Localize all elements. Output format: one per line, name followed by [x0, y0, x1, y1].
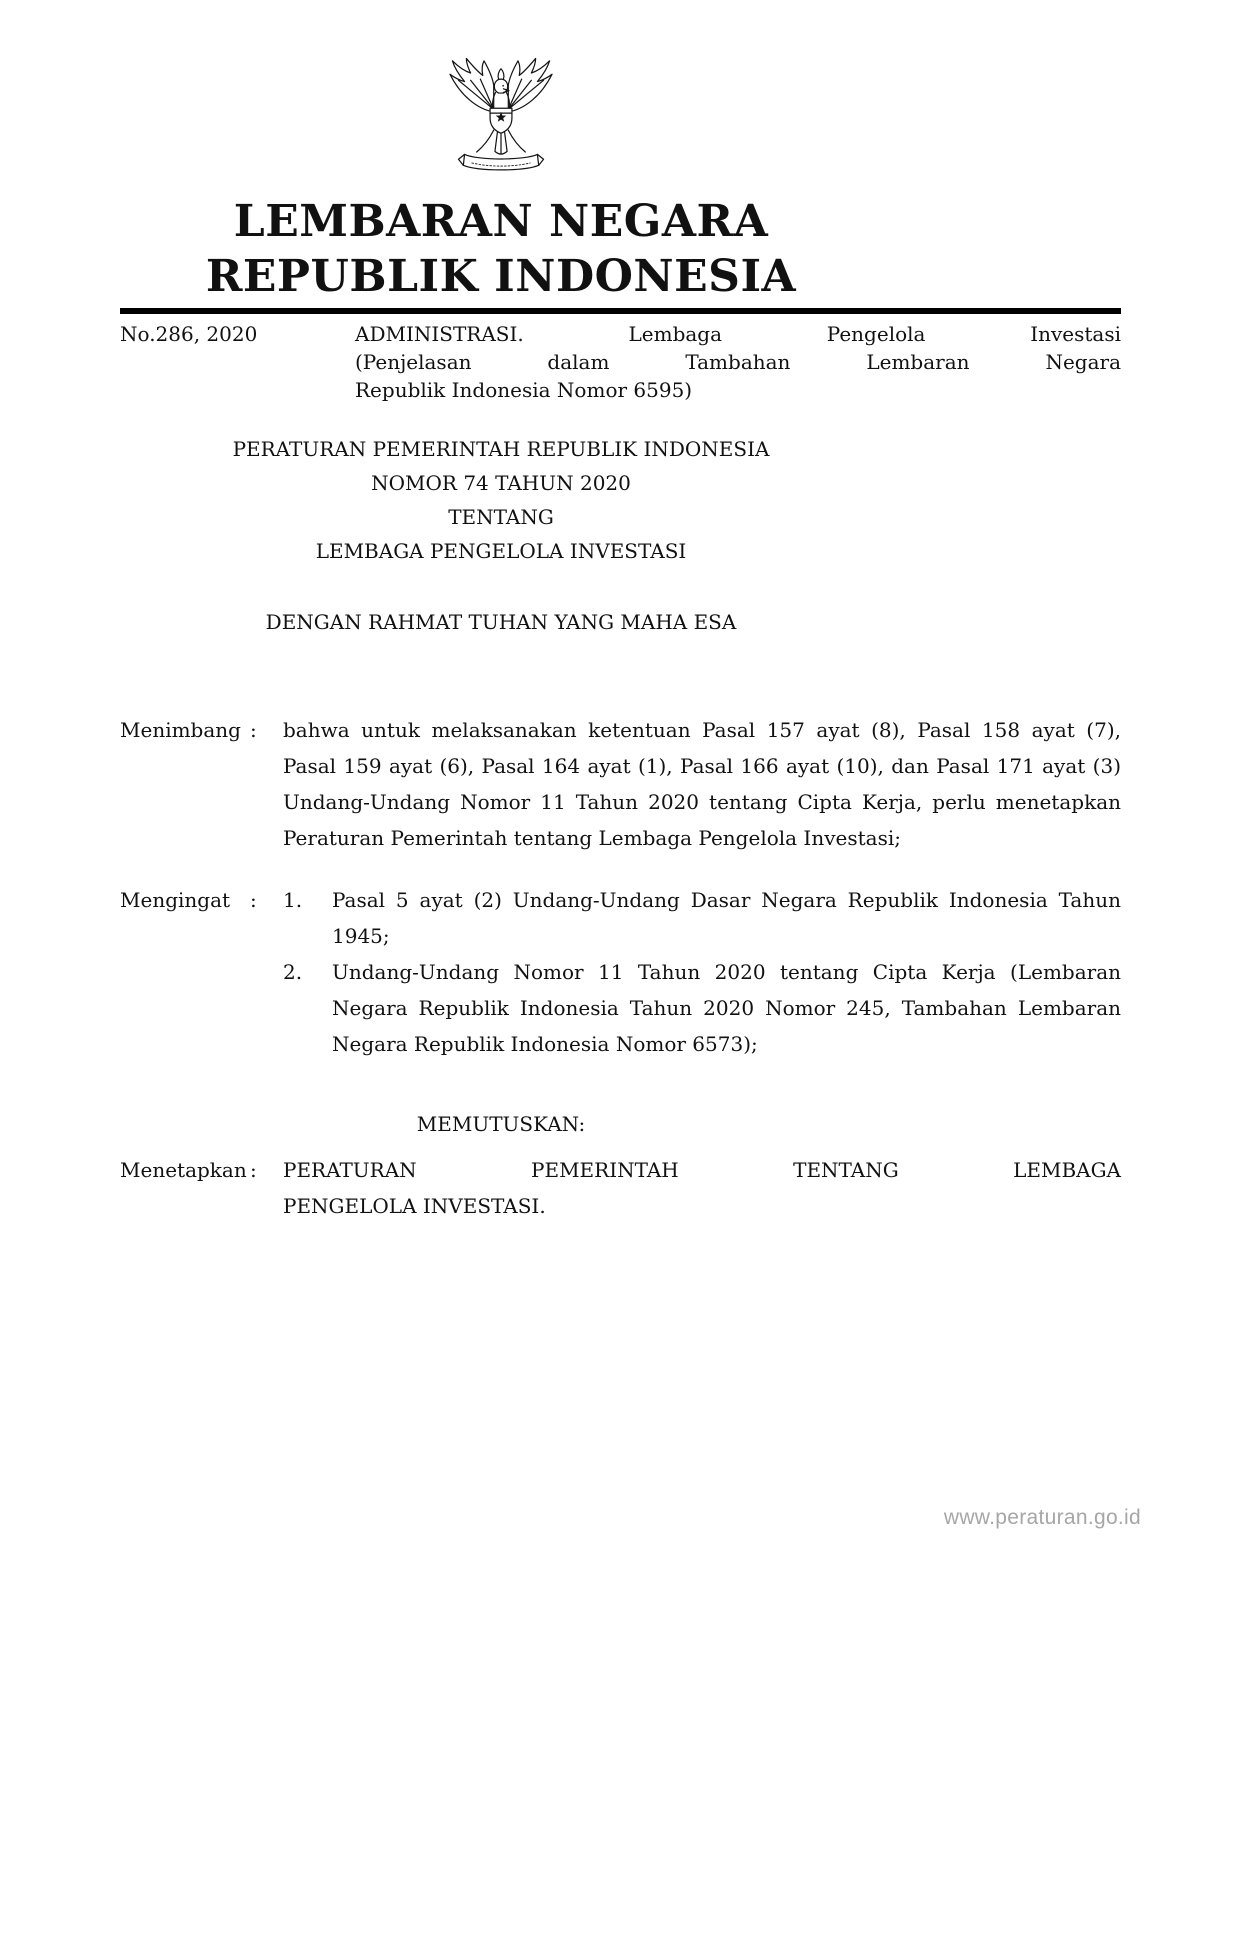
gazette-info: [120, 320, 1121, 404]
recalling-item-number: 1.: [283, 888, 303, 912]
regulation-title: [120, 432, 882, 568]
enacting-text: [283, 1152, 1121, 1224]
gazette-subject: [355, 320, 1121, 404]
enacting-label: Menetapkan: [120, 1158, 247, 1182]
recalling-item-number: 2.: [283, 960, 303, 984]
masthead-divider: [120, 308, 1121, 314]
garuda-pancasila-icon: [440, 56, 562, 186]
regulation-title-line2: NOMOR 74 TAHUN 2020: [371, 471, 631, 495]
considering-text: bahwa untuk melaksanakan ketentuan Pasal 157 ayat (8), Pasal 158 ayat (7), Pasal 159 ayat (6), Pasal 164 ayat (1), Pasal 166 ayat (10), dan Pasal 171 ayat (3) Undang-Undang Nomor 11 Tahun 2020 tentang Cipta Kerja, perlu menetapkan Peraturan Pemerintah tentang Lembaga Pengelola Investasi;: [283, 718, 1121, 850]
considering-colon: :: [250, 718, 257, 742]
invocation: DENGAN RAHMAT TUHAN YANG MAHA ESA: [265, 610, 737, 634]
gazette-subject-line: ADMINISTRASI. Lembaga Pengelola Investasi: [355, 322, 1121, 346]
gazette-title-line1: LEMBARAN NEGARA: [233, 196, 769, 247]
enacting-text-line1: PERATURAN PEMERINTAH TENTANG LEMBAGA: [283, 1158, 1121, 1182]
watermark: www.peraturan.go.id: [943, 1506, 1141, 1529]
enacting-colon: :: [250, 1158, 257, 1182]
regulation-title-line3: TENTANG: [448, 505, 554, 529]
recalling-list: [283, 882, 1121, 1062]
recalling-item-2: [283, 954, 1121, 1062]
gazette-title: [120, 194, 882, 304]
regulation-title-line4: LEMBAGA PENGELOLA INVESTASI: [315, 539, 687, 563]
national-emblem: [120, 56, 882, 186]
considering-clause: [120, 712, 1121, 856]
recalling-label: Mengingat: [120, 888, 231, 912]
gazette-subject-line: (Penjelasan dalam Tambahan Lembaran Negara: [355, 350, 1121, 374]
gazette-number: No.286, 2020: [120, 322, 258, 346]
deciding-heading: MEMUTUSKAN:: [416, 1112, 586, 1136]
recalling-item-text: Pasal 5 ayat (2) Undang-Undang Dasar Negara Republik Indonesia Tahun 1945;: [332, 888, 1121, 948]
recalling-item-text: Undang-Undang Nomor 11 Tahun 2020 tentang Cipta Kerja (Lembaran Negara Republik Indonesia Tahun 2020 Nomor 245, Tambahan Lembaran Negara Republik Indonesia Nomor 6573);: [332, 960, 1121, 1056]
recalling-colon: :: [250, 888, 257, 912]
enacting-text-line2: PENGELOLA INVESTASI.: [283, 1194, 546, 1218]
gazette-subject-line: Republik Indonesia Nomor 6595): [355, 378, 693, 402]
gazette-title-line2: REPUBLIK INDONESIA: [205, 251, 797, 302]
considering-label: Menimbang: [120, 718, 241, 742]
regulation-title-line1: PERATURAN PEMERINTAH REPUBLIK INDONESIA: [232, 437, 770, 461]
masthead: [120, 56, 1121, 404]
enacting-clause: [120, 1152, 1121, 1224]
recalling-item-1: [283, 882, 1121, 954]
recalling-clause: [120, 882, 1121, 1062]
